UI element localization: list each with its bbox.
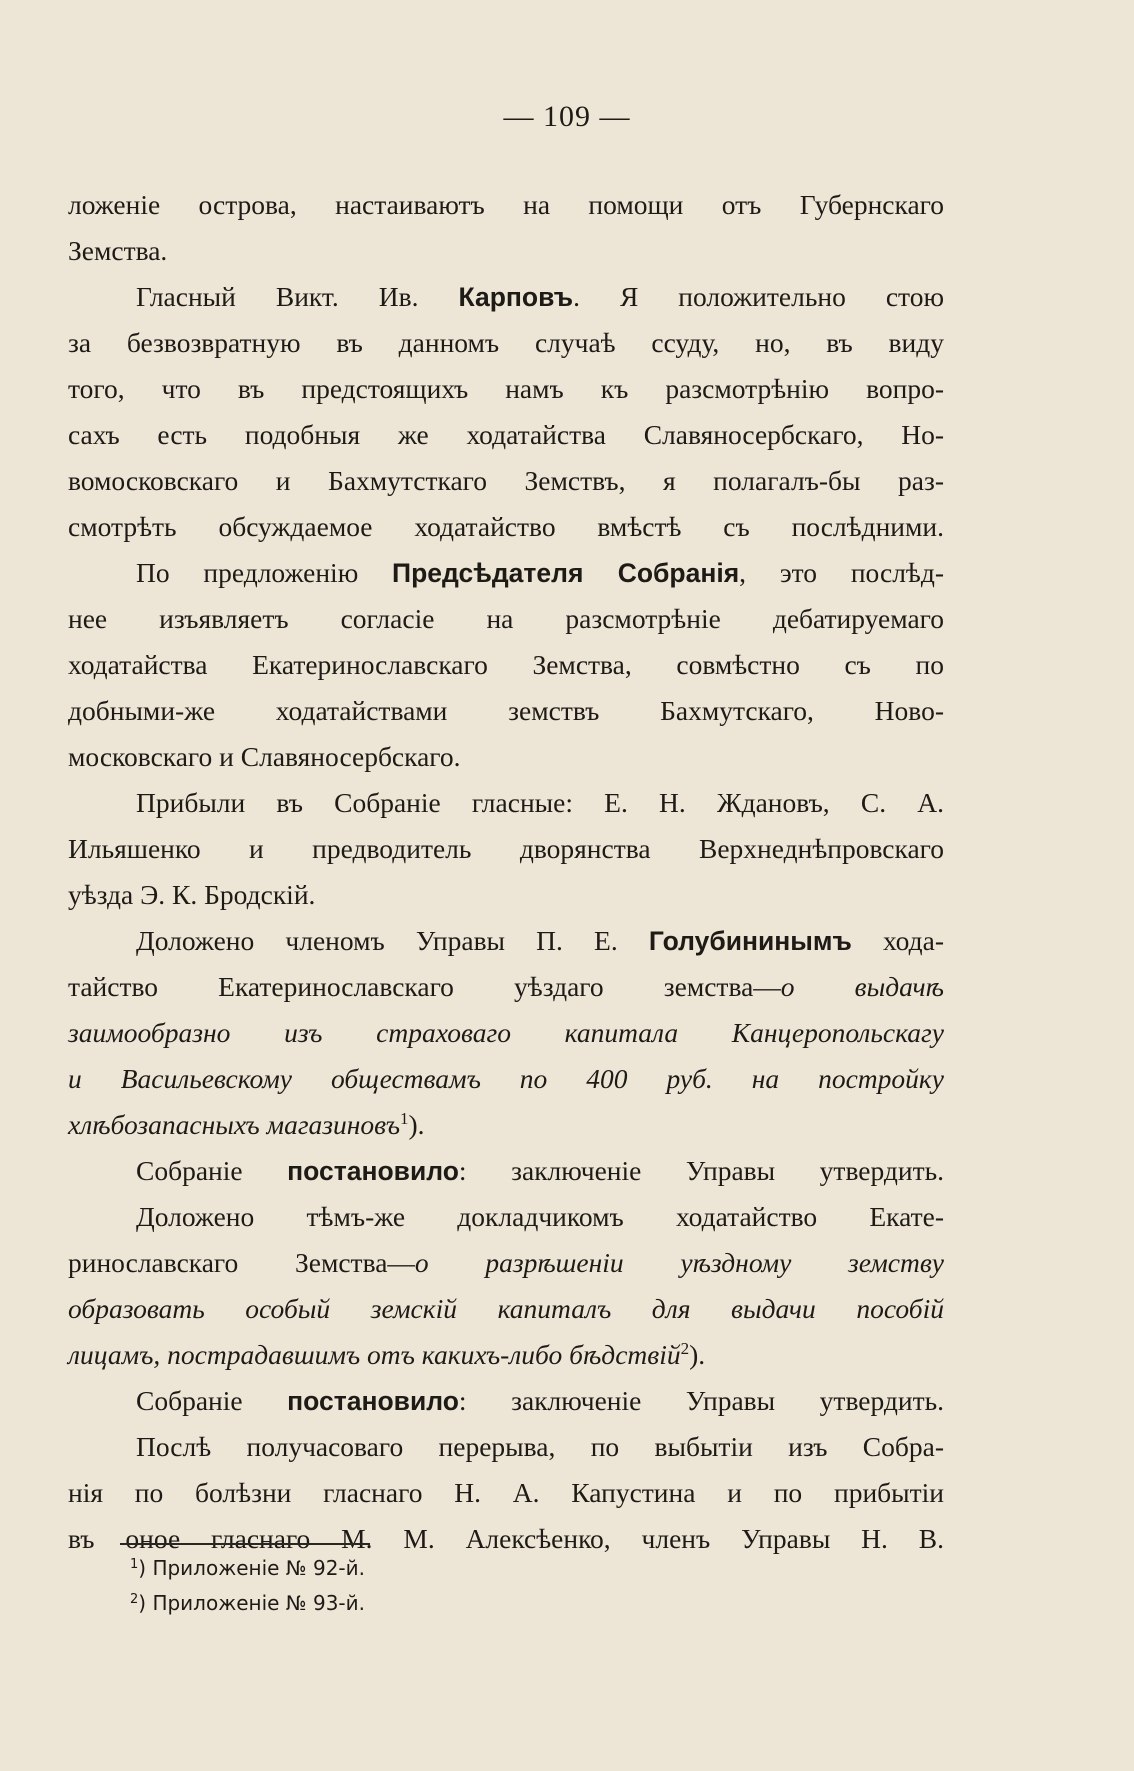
text-line: Прибыли въ Собраніе гласные: Е. Н. Ждановъ, С. А. bbox=[136, 787, 944, 818]
text-line: за безвозвратную въ данномъ случаѣ ссуду, но, въ виду bbox=[68, 327, 944, 358]
text-line: Ильяшенко и предводитель дворянства Верхнеднѣпровскаго bbox=[68, 833, 944, 864]
text-line: тайство Екатеринославскаго уѣздаго земства—о выдачѣ bbox=[68, 971, 944, 1002]
emphasis-italic: о выдачѣ bbox=[780, 971, 944, 1002]
text-line: Доложено тѣмъ-же докладчикомъ ходатайство Екате- bbox=[136, 1201, 944, 1232]
text-line: ходатайства Екатеринославскаго Земства, совмѣстно съ по bbox=[68, 649, 944, 680]
speaker-name: Карповъ bbox=[458, 282, 574, 312]
text-line: въ оное гласнаго М. М. Алексѣенко, членъ Управы Н. В. bbox=[68, 1523, 944, 1554]
text-line: ложеніе острова, настаиваютъ на помощи отъ Губернскаго bbox=[68, 189, 944, 220]
text-line: добными-же ходатайствами земствъ Бахмутскаго, Ново- bbox=[68, 695, 944, 726]
footnote-divider bbox=[120, 1543, 370, 1545]
emphasis-italic: о разрѣшеніи уѣздному земству bbox=[414, 1247, 944, 1278]
text-line: и Васильевскому обществамъ по 400 руб. на постройку bbox=[68, 1063, 944, 1094]
text-line: московскаго и Славяносербскаго. bbox=[68, 741, 461, 772]
text-line: лицамъ, пострадавшимъ отъ какихъ-либо бѣдствій$^2$). bbox=[68, 1339, 706, 1370]
text-line: уѣзда Э. К. Бродскій. bbox=[68, 879, 316, 910]
footnote-ref: 1 bbox=[400, 1109, 409, 1128]
text-line: Послѣ получасоваго перерыва, по выбытіи изъ Собра- bbox=[136, 1431, 944, 1462]
text-line: заимообразно изъ страховаго капитала Канцеропольскагу bbox=[68, 1017, 944, 1048]
text-line: Доложено членомъ Управы П. Е. Голубининымъ хода- bbox=[136, 925, 944, 956]
text-line: образовать особый земскій капиталъ для выдачи пособій bbox=[68, 1293, 944, 1324]
text-line: ринославскаго Земства—о разрѣшеніи уѣздному земству bbox=[68, 1247, 944, 1278]
footnote-ref: 2 bbox=[680, 1339, 690, 1358]
speaker-name: Голубининымъ bbox=[648, 926, 852, 956]
text-line: нее изъявляетъ согласіе на разсмотрѣніе дебатируемаго bbox=[68, 603, 944, 634]
page-number: — 109 — bbox=[503, 100, 631, 133]
emphasis-bold: постановило bbox=[287, 1156, 459, 1186]
text-line: смотрѣть обсуждаемое ходатайство вмѣстѣ съ послѣдними. bbox=[68, 511, 944, 542]
text-line: вомосковскаго и Бахмутсткаго Земствъ, я полагалъ-бы раз- bbox=[68, 465, 944, 496]
text-line: Земства. bbox=[68, 235, 168, 266]
footnote: $^2$) Приложеніе № 93-й. bbox=[130, 1591, 365, 1615]
body-text bbox=[68, 182, 944, 1562]
footnote: $^1$) Приложеніе № 92-й. bbox=[130, 1556, 365, 1580]
emphasis-bold: постановило bbox=[287, 1386, 459, 1416]
text-line: нія по болѣзни гласнаго Н. А. Капустина и по прибытіи bbox=[68, 1477, 944, 1508]
text-line: Собраніе постановило: заключеніе Управы утвердить. bbox=[136, 1385, 945, 1416]
text-line: того, что въ предстоящихъ намъ къ разсмотрѣнію вопро- bbox=[68, 373, 944, 404]
text-line: Гласный Викт. Ив. Карповъ. Я положительно стою bbox=[136, 281, 944, 312]
text-line: Собраніе постановило: заключеніе Управы утвердить. bbox=[136, 1155, 945, 1186]
text-line: сахъ есть подобныя же ходатайства Славяносербскаго, Но- bbox=[68, 419, 944, 450]
emphasis-bold: Предсѣдателя Собранія bbox=[392, 558, 740, 588]
text-line: хлѣбозапасныхъ магазиновъ$^1$). bbox=[68, 1109, 425, 1140]
text-line: По предложенію Предсѣдателя Собранія, это послѣд- bbox=[136, 557, 944, 588]
